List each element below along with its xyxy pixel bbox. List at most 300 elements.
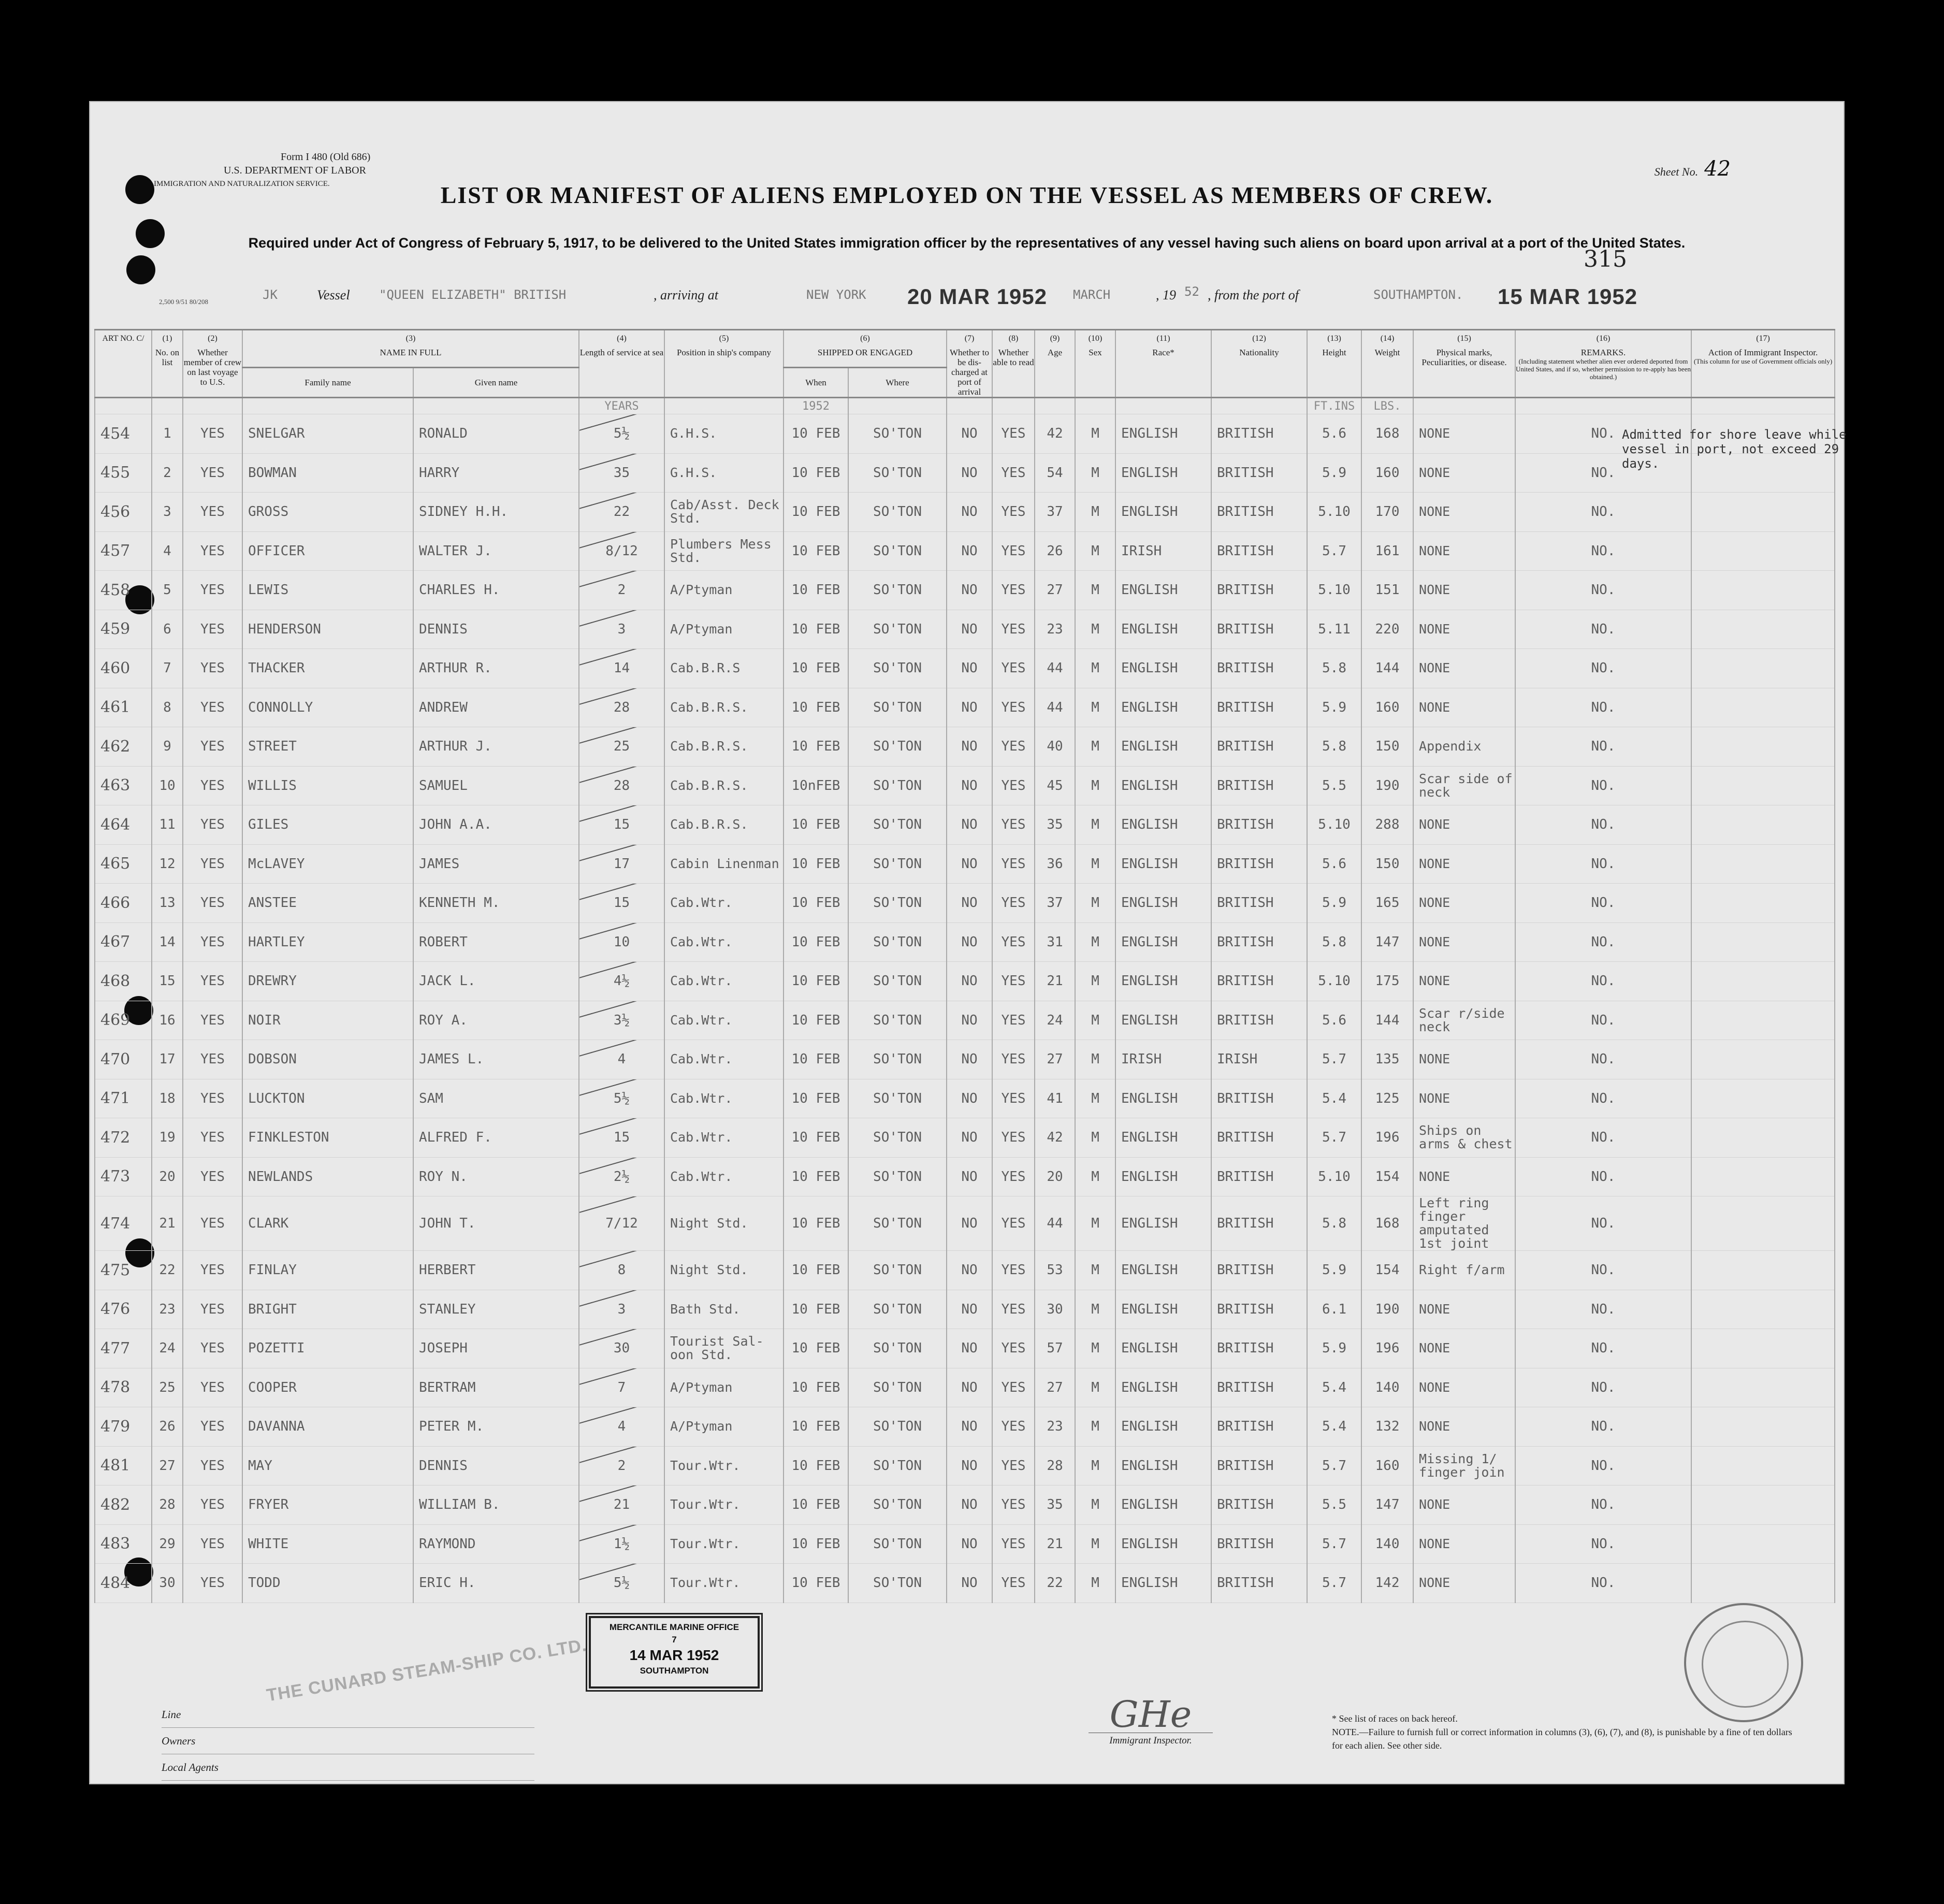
cell-height: 5.8 <box>1307 727 1361 767</box>
cell-inspector-action <box>1691 531 1835 571</box>
table-row <box>95 1001 1835 1040</box>
cell-position: G.H.S. <box>664 453 784 493</box>
header-physical-marks: (15) Physical marks, Peculiarities, or disease. <box>1413 330 1515 398</box>
cell-age: 21 <box>1035 1524 1075 1564</box>
cell-nationality: BRITISH <box>1211 1329 1307 1368</box>
cell-art-no: 482 <box>95 1485 152 1525</box>
check-mark <box>579 1157 645 1176</box>
arrival-date-stamp: 20 MAR 1952 <box>907 284 1048 309</box>
cell-family-name: COOPER <box>242 1368 413 1407</box>
cell-height: 5.7 <box>1307 1040 1361 1079</box>
cell-service-length: 15 <box>579 884 664 923</box>
check-mark <box>579 414 645 434</box>
cell-race: ENGLISH <box>1115 1368 1211 1407</box>
cell-position: A/Ptyman <box>664 610 784 649</box>
cell-weight: 150 <box>1361 844 1413 884</box>
cell-able-to-read: YES <box>992 1079 1035 1118</box>
cell-art-no: 478 <box>95 1368 152 1407</box>
cell-sex: M <box>1075 414 1115 454</box>
cell-position: Cab.Wtr. <box>664 922 784 962</box>
cell-physical-marks: NONE <box>1413 805 1515 845</box>
cell-family-name: DAVANNA <box>242 1407 413 1447</box>
cell-list-no: 5 <box>152 571 183 610</box>
cell-height: 5.8 <box>1307 1196 1361 1251</box>
cell-last-voyage: YES <box>183 1196 242 1251</box>
cell-physical-marks: NONE <box>1413 884 1515 923</box>
cell-height: 5.6 <box>1307 1001 1361 1040</box>
cell-given-name: SIDNEY H.H. <box>413 493 579 532</box>
check-mark <box>579 1040 645 1059</box>
cell-service-length: 28 <box>579 766 664 805</box>
cell-given-name: ARTHUR J. <box>413 727 579 767</box>
cell-sex: M <box>1075 453 1115 493</box>
cell-shipped-where: SO'TON <box>848 1118 947 1158</box>
header-art-no: ART NO. C/ <box>95 330 152 398</box>
cell-height: 5.9 <box>1307 688 1361 727</box>
cell-race: ENGLISH <box>1115 766 1211 805</box>
cell-nationality: BRITISH <box>1211 531 1307 571</box>
cell-shipped-when: 10 FEB <box>784 962 848 1001</box>
cell-position: Cab.Wtr. <box>664 1001 784 1040</box>
cell-race: ENGLISH <box>1115 727 1211 767</box>
cell-sex: M <box>1075 805 1115 845</box>
cell-sex: M <box>1075 649 1115 688</box>
cell-given-name: DENNIS <box>413 610 579 649</box>
cell-position: Bath Std. <box>664 1290 784 1329</box>
header-position: (5) Position in ship's company <box>664 330 784 398</box>
cell-service-length: 3 <box>579 610 664 649</box>
table-row <box>95 1157 1835 1196</box>
cell-family-name: FINKLESTON <box>242 1118 413 1158</box>
cell-physical-marks: NONE <box>1413 844 1515 884</box>
cell-given-name: JOHN A.A. <box>413 805 579 845</box>
cell-nationality: BRITISH <box>1211 1001 1307 1040</box>
cell-family-name: CONNOLLY <box>242 688 413 727</box>
cell-shipped-where: SO'TON <box>848 1251 947 1290</box>
cell-inspector-action <box>1691 1118 1835 1158</box>
cell-shipped-where: SO'TON <box>848 571 947 610</box>
cell-art-no: 470 <box>95 1040 152 1079</box>
table-row <box>95 610 1835 649</box>
cell-remarks: NO. <box>1515 1564 1691 1603</box>
cell-physical-marks: NONE <box>1413 1564 1515 1603</box>
cell-list-no: 29 <box>152 1524 183 1564</box>
cell-remarks: NO. <box>1515 844 1691 884</box>
cell-last-voyage: YES <box>183 1329 242 1368</box>
cell-discharged: NO <box>947 453 992 493</box>
unit-height: FT.INS <box>1307 398 1361 414</box>
cell-service-length: 2 <box>579 571 664 610</box>
cell-discharged: NO <box>947 805 992 845</box>
check-mark <box>579 1118 645 1137</box>
cell-art-no: 459 <box>95 610 152 649</box>
unit-years: YEARS <box>579 398 664 414</box>
cell-shipped-when: 10 FEB <box>784 1524 848 1564</box>
table-row <box>95 1040 1835 1079</box>
check-mark <box>579 766 645 785</box>
cell-inspector-action <box>1691 1446 1835 1485</box>
cell-inspector-action <box>1691 571 1835 610</box>
departure-date-stamp: 15 MAR 1952 <box>1498 284 1638 309</box>
cell-remarks: NO. <box>1515 649 1691 688</box>
cell-inspector-action <box>1691 1524 1835 1564</box>
cell-service-length: 3 <box>579 1290 664 1329</box>
cell-weight: 142 <box>1361 1564 1413 1603</box>
cell-art-no: 476 <box>95 1290 152 1329</box>
cell-family-name: LEWIS <box>242 571 413 610</box>
cell-inspector-action <box>1691 1290 1835 1329</box>
cell-last-voyage: YES <box>183 1157 242 1196</box>
cell-shipped-where: SO'TON <box>848 1524 947 1564</box>
cell-shipped-when: 10 FEB <box>784 1040 848 1079</box>
cell-sex: M <box>1075 1118 1115 1158</box>
cell-inspector-action <box>1691 884 1835 923</box>
cell-able-to-read: YES <box>992 1118 1035 1158</box>
cell-nationality: BRITISH <box>1211 1157 1307 1196</box>
cell-list-no: 8 <box>152 688 183 727</box>
cell-physical-marks: NONE <box>1413 1485 1515 1525</box>
sheet-label: Sheet No. <box>1654 165 1699 178</box>
cell-remarks: NO. <box>1515 884 1691 923</box>
cell-list-no: 27 <box>152 1446 183 1485</box>
cell-service-length: 15 <box>579 1118 664 1158</box>
manifest-page <box>89 101 1845 1784</box>
cell-shipped-when: 10 FEB <box>784 844 848 884</box>
cell-able-to-read: YES <box>992 922 1035 962</box>
cell-height: 5.9 <box>1307 884 1361 923</box>
cell-position: Cab.Wtr. <box>664 884 784 923</box>
cell-weight: 190 <box>1361 1290 1413 1329</box>
header-age: (9) Age <box>1035 330 1075 398</box>
check-mark <box>579 844 645 863</box>
cell-list-no: 21 <box>152 1196 183 1251</box>
cell-last-voyage: YES <box>183 1118 242 1158</box>
cell-race: ENGLISH <box>1115 1001 1211 1040</box>
cell-physical-marks: Missing 1/ finger join <box>1413 1446 1515 1485</box>
cell-family-name: LUCKTON <box>242 1079 413 1118</box>
service-name: IMMIGRATION AND NATURALIZATION SERVICE. <box>154 180 330 188</box>
cell-remarks: NO. <box>1515 1251 1691 1290</box>
cell-nationality: BRITISH <box>1211 1368 1307 1407</box>
cell-position: Cab.Wtr. <box>664 962 784 1001</box>
cell-remarks: NO. <box>1515 922 1691 962</box>
cell-given-name: ERIC H. <box>413 1564 579 1603</box>
cell-service-length: 2 <box>579 1446 664 1485</box>
cell-height: 5.10 <box>1307 571 1361 610</box>
cell-able-to-read: YES <box>992 1290 1035 1329</box>
cell-shipped-when: 10 FEB <box>784 493 848 532</box>
cell-age: 57 <box>1035 1329 1075 1368</box>
cell-weight: 140 <box>1361 1524 1413 1564</box>
cell-family-name: FRYER <box>242 1485 413 1525</box>
cell-weight: 147 <box>1361 922 1413 962</box>
cell-able-to-read: YES <box>992 1001 1035 1040</box>
cell-shipped-when: 10 FEB <box>784 1485 848 1525</box>
cell-remarks: NO. <box>1515 1157 1691 1196</box>
cell-inspector-action <box>1691 805 1835 845</box>
cell-last-voyage: YES <box>183 493 242 532</box>
inspector-signature: GHe <box>1109 1693 1192 1736</box>
cell-shipped-where: SO'TON <box>848 1157 947 1196</box>
cell-discharged: NO <box>947 1524 992 1564</box>
cell-inspector-action <box>1691 844 1835 884</box>
cell-height: 5.11 <box>1307 610 1361 649</box>
cell-race: ENGLISH <box>1115 1329 1211 1368</box>
cell-art-no: 462 <box>95 727 152 767</box>
cell-art-no: 465 <box>95 844 152 884</box>
header-no-on-list: (1) No. on list <box>152 330 183 398</box>
cell-position: Cab.B.R.S. <box>664 805 784 845</box>
cell-sex: M <box>1075 1485 1115 1525</box>
cell-weight: 125 <box>1361 1079 1413 1118</box>
race-note: * See list of races on back hereof. <box>1332 1713 1458 1724</box>
cell-position: Cab/Asst. Deck Std. <box>664 493 784 532</box>
cell-able-to-read: YES <box>992 414 1035 454</box>
check-mark <box>579 1368 645 1387</box>
cell-sex: M <box>1075 1564 1115 1603</box>
cell-age: 41 <box>1035 1079 1075 1118</box>
cell-service-length: 21 <box>579 1485 664 1525</box>
cell-weight: 165 <box>1361 884 1413 923</box>
cell-weight: 144 <box>1361 1001 1413 1040</box>
cell-physical-marks: NONE <box>1413 1290 1515 1329</box>
cell-given-name: ARTHUR R. <box>413 649 579 688</box>
cell-sex: M <box>1075 571 1115 610</box>
check-mark <box>579 962 645 981</box>
cell-art-no: 475 <box>95 1251 152 1290</box>
cell-shipped-where: SO'TON <box>848 1040 947 1079</box>
cell-service-length: 25 <box>579 727 664 767</box>
cell-list-no: 15 <box>152 962 183 1001</box>
cell-service-length: 1½ <box>579 1524 664 1564</box>
year-value: 52 <box>1184 284 1199 299</box>
cell-sex: M <box>1075 766 1115 805</box>
cell-able-to-read: YES <box>992 727 1035 767</box>
cell-service-length: 4 <box>579 1040 664 1079</box>
cell-given-name: JOSEPH <box>413 1329 579 1368</box>
cell-physical-marks: NONE <box>1413 531 1515 571</box>
cell-age: 28 <box>1035 1446 1075 1485</box>
cell-nationality: BRITISH <box>1211 1485 1307 1525</box>
check-mark <box>579 453 645 472</box>
cell-race: ENGLISH <box>1115 1407 1211 1447</box>
cell-shipped-when: 10 FEB <box>784 688 848 727</box>
crew-manifest-table <box>94 329 1835 1603</box>
cell-list-no: 14 <box>152 922 183 962</box>
table-row <box>95 571 1835 610</box>
header-remarks: (16) REMARKS. (Including statement whether alien ever ordered deported from United States, and if so, whether permission to re-apply has been obtained.) <box>1515 330 1691 398</box>
cell-shipped-where: SO'TON <box>848 531 947 571</box>
document-subtitle: Required under Act of Congress of February 5, 1917, to be delivered to the United States immigration officer by the representatives of any vessel having such aliens on board upon arrival at a port of the United States. <box>248 235 1686 251</box>
check-mark <box>579 493 645 512</box>
cell-physical-marks: NONE <box>1413 1329 1515 1368</box>
cell-age: 53 <box>1035 1251 1075 1290</box>
cell-discharged: NO <box>947 1040 992 1079</box>
cell-position: Tourist Sal-oon Std. <box>664 1329 784 1368</box>
table-row <box>95 962 1835 1001</box>
cell-shipped-where: SO'TON <box>848 414 947 454</box>
cell-sex: M <box>1075 727 1115 767</box>
company-stamp: THE CUNARD STEAM-SHIP CO. LTD. <box>265 1635 588 1706</box>
check-mark <box>579 1407 645 1426</box>
vessel-label: Vessel <box>317 287 350 302</box>
header-nationality: (12) Nationality <box>1211 330 1307 398</box>
arriving-label: , arriving at <box>654 287 718 302</box>
cell-race: ENGLISH <box>1115 610 1211 649</box>
penalty-note: NOTE.—Failure to furnish full or correct information in columns (3), (6), (7), and (8), is punishable by a fine of ten dollars for each alien. See other side. <box>1332 1727 1792 1751</box>
print-code: 2,500 9/51 80/208 <box>159 298 208 306</box>
cell-discharged: NO <box>947 493 992 532</box>
cell-able-to-read: YES <box>992 962 1035 1001</box>
cell-sex: M <box>1075 1407 1115 1447</box>
cell-weight: 220 <box>1361 610 1413 649</box>
check-mark <box>579 610 645 629</box>
cell-given-name: CHARLES H. <box>413 571 579 610</box>
cell-weight: 168 <box>1361 1196 1413 1251</box>
cell-shipped-when: 10 FEB <box>784 414 848 454</box>
cell-service-length: 7/12 <box>579 1196 664 1251</box>
cell-physical-marks: NONE <box>1413 1157 1515 1196</box>
cell-discharged: NO <box>947 414 992 454</box>
cell-sex: M <box>1075 884 1115 923</box>
cell-able-to-read: YES <box>992 688 1035 727</box>
cell-art-no: 473 <box>95 1157 152 1196</box>
check-mark <box>579 688 645 707</box>
cell-physical-marks: Right f/arm <box>1413 1251 1515 1290</box>
cell-list-no: 11 <box>152 805 183 845</box>
header-length-of-service: (4) Length of service at sea <box>579 330 664 398</box>
cell-sex: M <box>1075 493 1115 532</box>
cell-given-name: DENNIS <box>413 1446 579 1485</box>
cell-family-name: NOIR <box>242 1001 413 1040</box>
cell-physical-marks: Scar side of neck <box>1413 766 1515 805</box>
cell-position: Cab.B.R.S. <box>664 766 784 805</box>
cell-position: Cab.B.R.S <box>664 649 784 688</box>
cell-shipped-where: SO'TON <box>848 962 947 1001</box>
cell-service-length: 14 <box>579 649 664 688</box>
cell-shipped-when: 10 FEB <box>784 727 848 767</box>
header-shipped-engaged: (6) SHIPPED OR ENGAGED <box>784 330 947 368</box>
table-row <box>95 922 1835 962</box>
cell-age: 30 <box>1035 1290 1075 1329</box>
cell-age: 22 <box>1035 1564 1075 1603</box>
cell-last-voyage: YES <box>183 571 242 610</box>
cell-art-no: 483 <box>95 1524 152 1564</box>
cell-age: 31 <box>1035 922 1075 962</box>
check-mark <box>579 1485 645 1505</box>
cell-sex: M <box>1075 688 1115 727</box>
check-mark <box>579 1251 645 1270</box>
cell-able-to-read: YES <box>992 1407 1035 1447</box>
cell-nationality: BRITISH <box>1211 805 1307 845</box>
cell-last-voyage: YES <box>183 453 242 493</box>
cell-able-to-read: YES <box>992 453 1035 493</box>
header-race: (11) Race* <box>1115 330 1211 398</box>
cell-discharged: NO <box>947 962 992 1001</box>
cell-remarks: NO. <box>1515 493 1691 532</box>
cell-shipped-when: 10 FEB <box>784 1446 848 1485</box>
cell-sex: M <box>1075 1368 1115 1407</box>
cell-able-to-read: YES <box>992 531 1035 571</box>
cell-position: Tour.Wtr. <box>664 1564 784 1603</box>
cell-height: 5.6 <box>1307 414 1361 454</box>
cell-list-no: 24 <box>152 1329 183 1368</box>
cell-sex: M <box>1075 1290 1115 1329</box>
table-row <box>95 1446 1835 1485</box>
cell-weight: 132 <box>1361 1407 1413 1447</box>
cell-weight: 160 <box>1361 688 1413 727</box>
table-row <box>95 1118 1835 1158</box>
cell-age: 42 <box>1035 1118 1075 1158</box>
table-row <box>95 727 1835 767</box>
cell-service-length: 15 <box>579 805 664 845</box>
cell-shipped-where: SO'TON <box>848 766 947 805</box>
cell-height: 5.10 <box>1307 493 1361 532</box>
cell-shipped-where: SO'TON <box>848 1079 947 1118</box>
cell-list-no: 19 <box>152 1118 183 1158</box>
cell-shipped-when: 10 FEB <box>784 1329 848 1368</box>
cell-shipped-when: 10 FEB <box>784 453 848 493</box>
cell-last-voyage: YES <box>183 1290 242 1329</box>
cell-inspector-action <box>1691 1564 1835 1603</box>
cell-able-to-read: YES <box>992 844 1035 884</box>
cell-last-voyage: YES <box>183 610 242 649</box>
check-mark <box>579 1290 645 1309</box>
cell-art-no: 469 <box>95 1001 152 1040</box>
cell-nationality: BRITISH <box>1211 1564 1307 1603</box>
cell-height: 5.7 <box>1307 1118 1361 1158</box>
cell-inspector-action <box>1691 1251 1835 1290</box>
cell-age: 37 <box>1035 884 1075 923</box>
cell-sex: M <box>1075 1157 1115 1196</box>
cell-height: 5.10 <box>1307 805 1361 845</box>
cell-sex: M <box>1075 1001 1115 1040</box>
cell-remarks: NO. <box>1515 766 1691 805</box>
cell-given-name: KENNETH M. <box>413 884 579 923</box>
cell-list-no: 28 <box>152 1485 183 1525</box>
document-title: LIST OR MANIFEST OF ALIENS EMPLOYED ON THE VESSEL AS MEMBERS OF CREW. <box>440 182 1493 208</box>
cell-given-name: RONALD <box>413 414 579 454</box>
cell-weight: 288 <box>1361 805 1413 845</box>
cell-physical-marks: NONE <box>1413 1040 1515 1079</box>
cell-physical-marks: NONE <box>1413 688 1515 727</box>
cell-family-name: NEWLANDS <box>242 1157 413 1196</box>
cell-last-voyage: YES <box>183 1564 242 1603</box>
cell-shipped-when: 10 FEB <box>784 649 848 688</box>
cell-last-voyage: YES <box>183 1524 242 1564</box>
cell-shipped-when: 10 FEB <box>784 1196 848 1251</box>
cell-age: 23 <box>1035 610 1075 649</box>
cell-service-length: 5½ <box>579 1079 664 1118</box>
cell-able-to-read: YES <box>992 1446 1035 1485</box>
cell-last-voyage: YES <box>183 1485 242 1525</box>
cell-given-name: WILLIAM B. <box>413 1485 579 1525</box>
header-inspector-action: (17) Action of Immigrant Inspector. (This column for use of Government officials only) <box>1691 330 1835 398</box>
cell-service-length: 8 <box>579 1251 664 1290</box>
from-port-label: , from the port of <box>1208 287 1299 302</box>
cell-family-name: CLARK <box>242 1196 413 1251</box>
check-mark <box>579 1446 645 1465</box>
cell-sex: M <box>1075 844 1115 884</box>
check-mark <box>579 1329 645 1348</box>
cell-age: 40 <box>1035 727 1075 767</box>
cell-sex: M <box>1075 1079 1115 1118</box>
cell-inspector-action <box>1691 1001 1835 1040</box>
cell-remarks: NO. <box>1515 453 1691 493</box>
cell-able-to-read: YES <box>992 766 1035 805</box>
cell-position: Tour.Wtr. <box>664 1524 784 1564</box>
header-last-voyage: (2) Whether member of crew on last voyage to U.S. <box>183 330 242 398</box>
